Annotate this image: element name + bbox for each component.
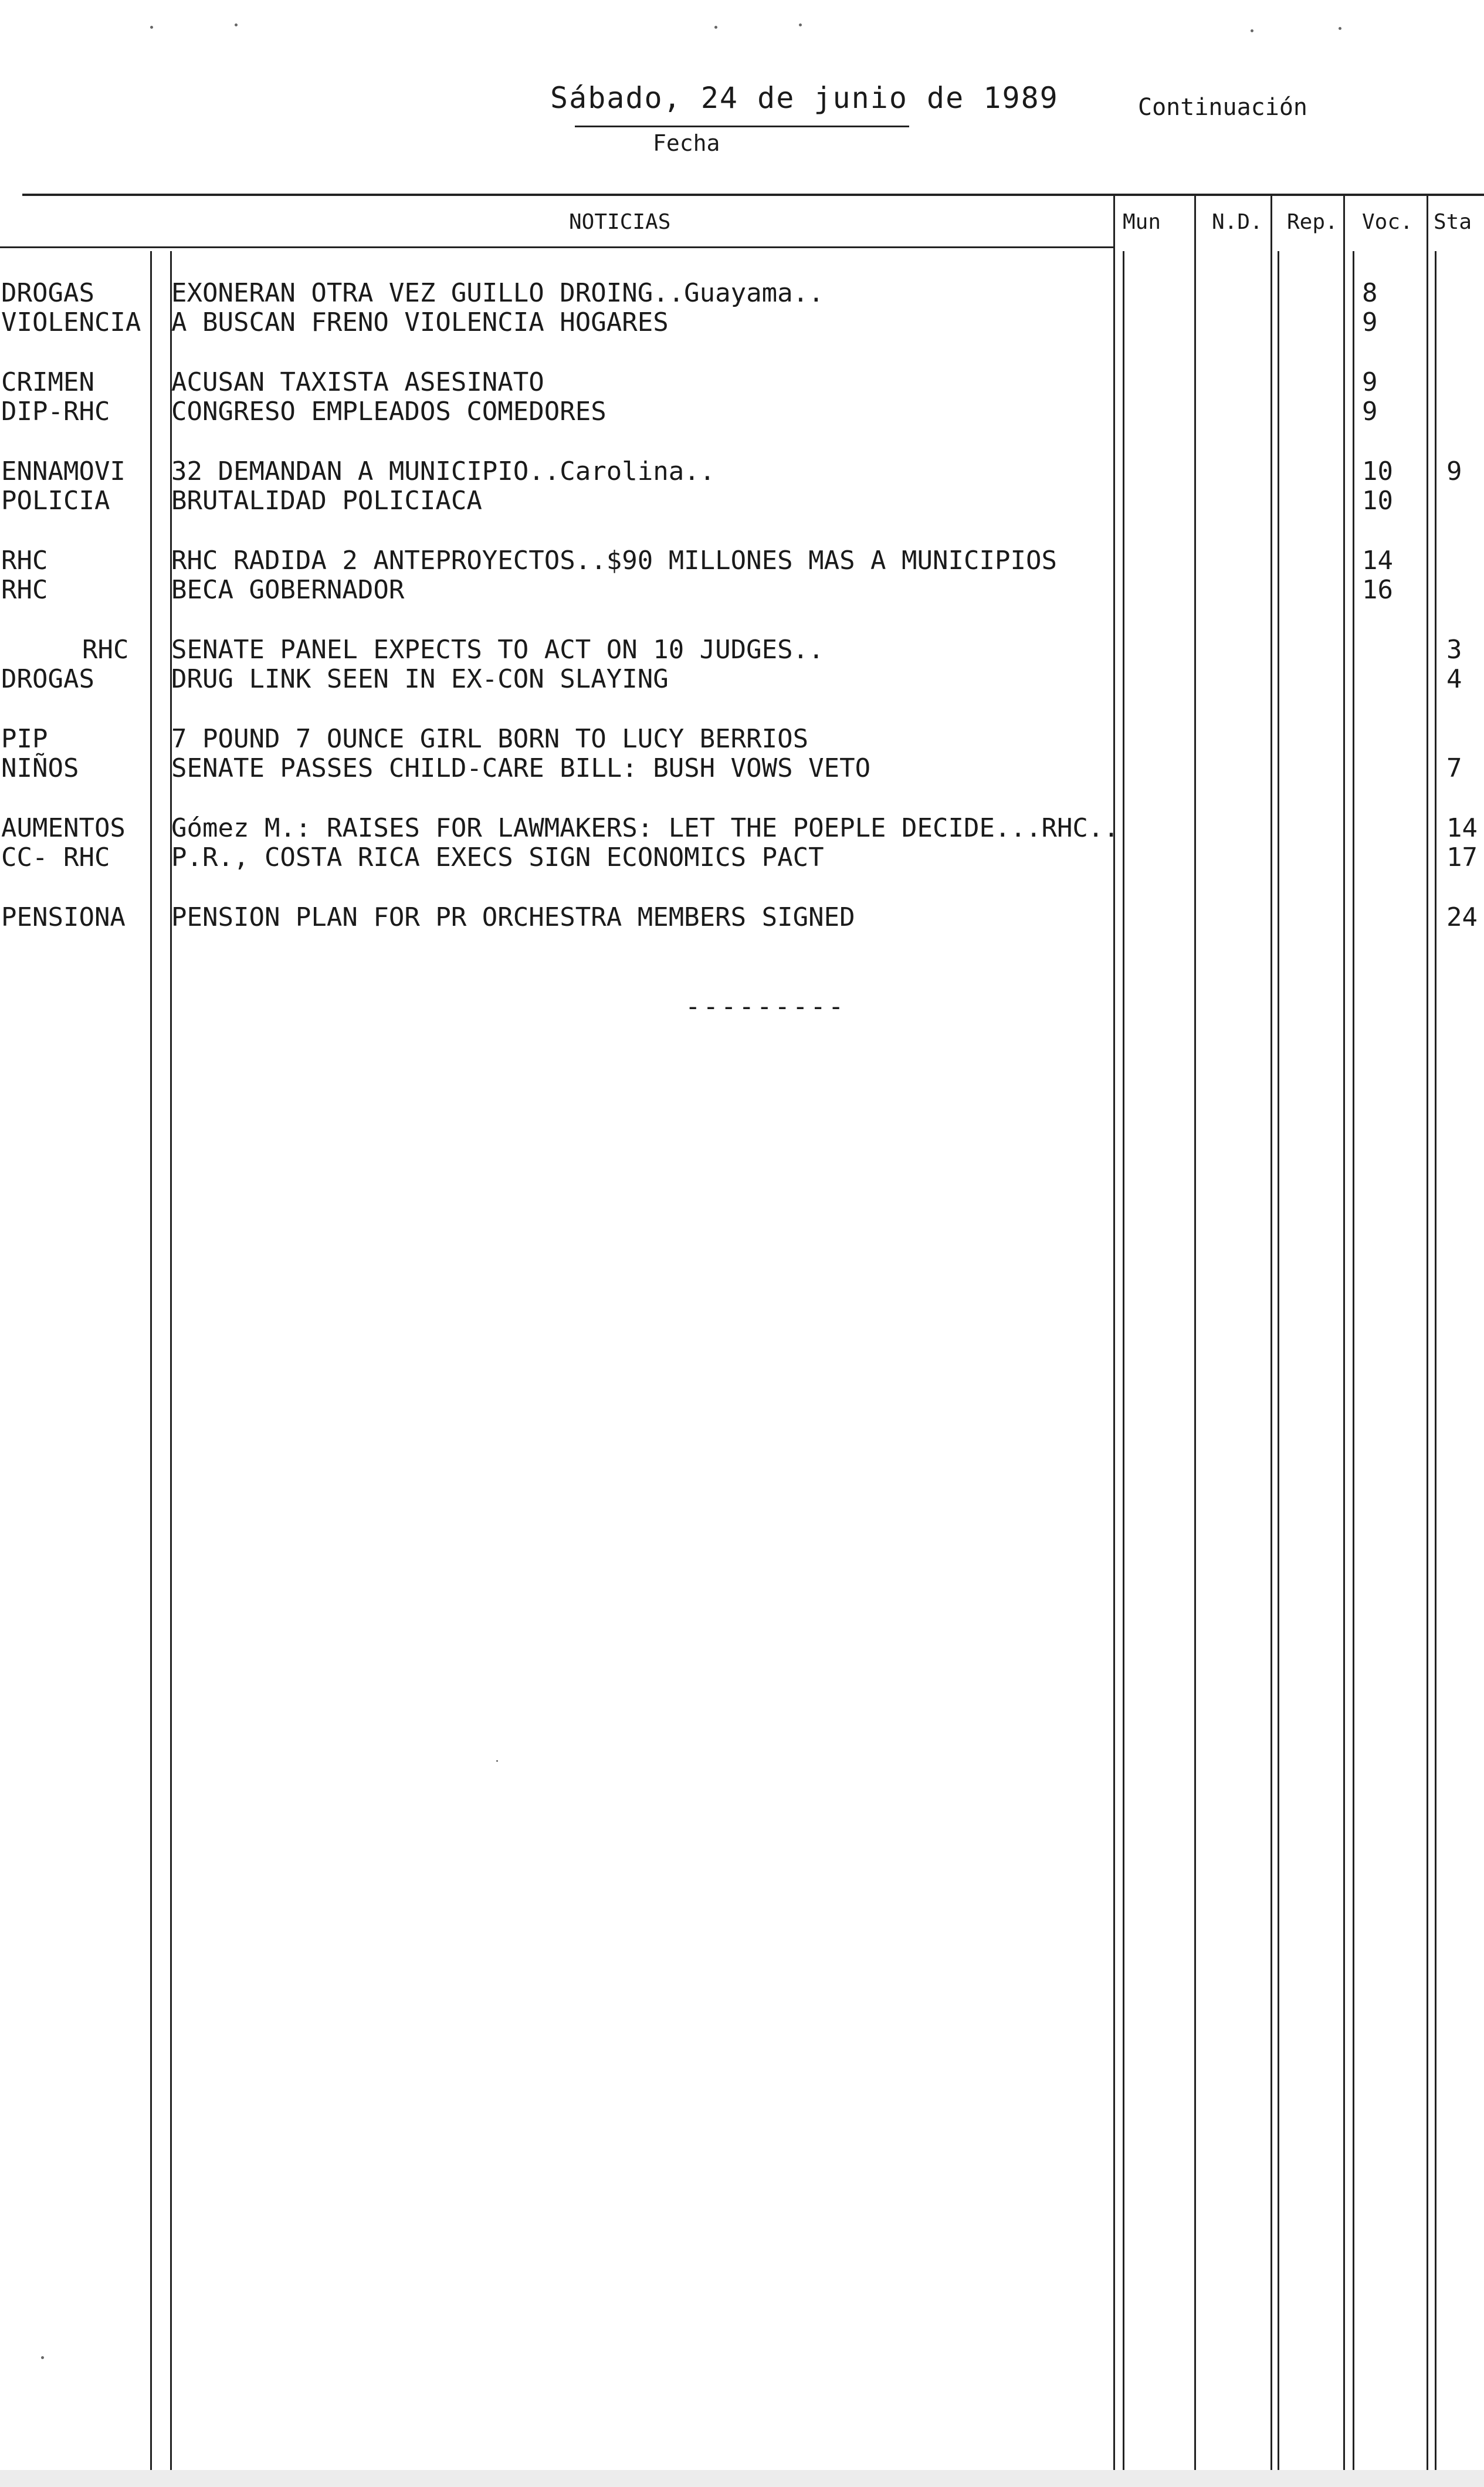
row-category: ENNAMOVI — [1, 456, 126, 486]
col-mun: Mun — [1123, 210, 1161, 234]
row-star: 7 — [1446, 753, 1462, 783]
col-divider-category — [150, 251, 152, 2470]
row-category: DROGAS — [1, 278, 94, 308]
speck — [1251, 29, 1253, 32]
speck — [235, 23, 238, 26]
date-underline — [575, 126, 909, 127]
row-category: RHC — [1, 575, 48, 605]
col-divider-noticias — [1113, 194, 1115, 2470]
row-headline: SENATE PANEL EXPECTS TO ACT ON 10 JUDGES.. — [171, 635, 824, 665]
col-rep: Rep. — [1287, 210, 1338, 234]
row-star: 9 — [1446, 456, 1462, 486]
continuation-label: Continuación — [1138, 94, 1307, 121]
col-divider-voc-inner — [1435, 251, 1436, 2470]
row-headline: DRUG LINK SEEN IN EX-CON SLAYING — [171, 664, 669, 694]
date-label: Fecha — [653, 130, 720, 156]
speck — [150, 26, 153, 29]
row-headline: Gómez M.: RAISES FOR LAWMAKERS: LET THE POEPLE DECIDE...RHC.. — [171, 813, 1119, 843]
row-star: 24 — [1446, 902, 1478, 932]
header-bottom-rule — [0, 246, 1114, 248]
row-headline: SENATE PASSES CHILD-CARE BILL: BUSH VOWS VETO — [171, 753, 871, 783]
row-category: PENSIONA — [1, 902, 126, 932]
row-star: 3 — [1446, 635, 1462, 665]
row-voc: 8 — [1362, 278, 1378, 308]
row-voc: 9 — [1362, 367, 1378, 397]
row-headline: 32 DEMANDAN A MUNICIPIO..Carolina.. — [171, 456, 716, 486]
col-noticias: NOTICIAS — [569, 210, 671, 234]
row-headline: RHC RADIDA 2 ANTEPROYECTOS..$90 MILLONES MAS A MUNICIPIOS — [171, 546, 1057, 576]
col-divider-nd-inner — [1278, 251, 1279, 2470]
row-category: CRIMEN — [1, 367, 94, 397]
row-category: POLICIA — [1, 486, 110, 516]
row-headline: PENSION PLAN FOR PR ORCHESTRA MEMBERS SIGNED — [171, 902, 855, 932]
col-divider-rep-inner — [1353, 251, 1354, 2470]
row-headline: BECA GOBERNADOR — [171, 575, 405, 605]
row-category: CC- RHC — [1, 842, 110, 872]
table-top-rule — [22, 194, 1484, 196]
col-divider-voc — [1427, 194, 1428, 2470]
row-voc: 9 — [1362, 397, 1378, 427]
row-voc: 16 — [1362, 575, 1393, 605]
row-headline: ACUSAN TAXISTA ASESINATO — [171, 367, 544, 397]
speck — [714, 26, 717, 29]
row-headline: CONGRESO EMPLEADOS COMEDORES — [171, 397, 607, 427]
col-divider-rep — [1343, 194, 1345, 2470]
speck — [799, 23, 802, 26]
row-category: AUMENTOS — [1, 813, 126, 843]
col-nd: N.D. — [1212, 210, 1263, 234]
col-divider-mun — [1194, 194, 1196, 2470]
end-separator: --------- — [685, 992, 846, 1021]
speck — [1339, 27, 1341, 30]
row-category: DIP-RHC — [1, 397, 110, 427]
row-headline: BRUTALIDAD POLICIACA — [171, 486, 482, 516]
row-headline: 7 POUND 7 OUNCE GIRL BORN TO LUCY BERRIOS — [171, 724, 809, 754]
row-category: DROGAS — [1, 664, 94, 694]
row-category: NIÑOS — [1, 753, 79, 783]
col-divider-mun-inner — [1123, 251, 1124, 2470]
row-category: VIOLENCIA — [1, 307, 141, 337]
row-voc: 14 — [1362, 546, 1393, 576]
row-star: 14 — [1446, 813, 1478, 843]
row-category: RHC — [1, 546, 48, 576]
speck — [41, 2356, 44, 2359]
row-category: PIP — [1, 724, 48, 754]
col-divider-nd — [1270, 194, 1272, 2470]
report-date: Sábado, 24 de junio de 1989 — [550, 81, 1059, 115]
row-star: 17 — [1446, 842, 1478, 872]
row-voc: 10 — [1362, 486, 1393, 516]
col-star: Sta — [1434, 210, 1472, 234]
speck — [496, 1760, 498, 1762]
row-star: 4 — [1446, 664, 1462, 694]
row-headline: A BUSCAN FRENO VIOLENCIA HOGARES — [171, 307, 669, 337]
row-voc: 10 — [1362, 456, 1393, 486]
scan-bottom-edge — [0, 2470, 1484, 2487]
col-voc: Voc. — [1362, 210, 1413, 234]
row-headline: EXONERAN OTRA VEZ GUILLO DROING..Guayama.. — [171, 278, 824, 308]
row-voc: 9 — [1362, 307, 1378, 337]
row-category: RHC — [82, 635, 129, 665]
row-headline: P.R., COSTA RICA EXECS SIGN ECONOMICS PACT — [171, 842, 824, 872]
